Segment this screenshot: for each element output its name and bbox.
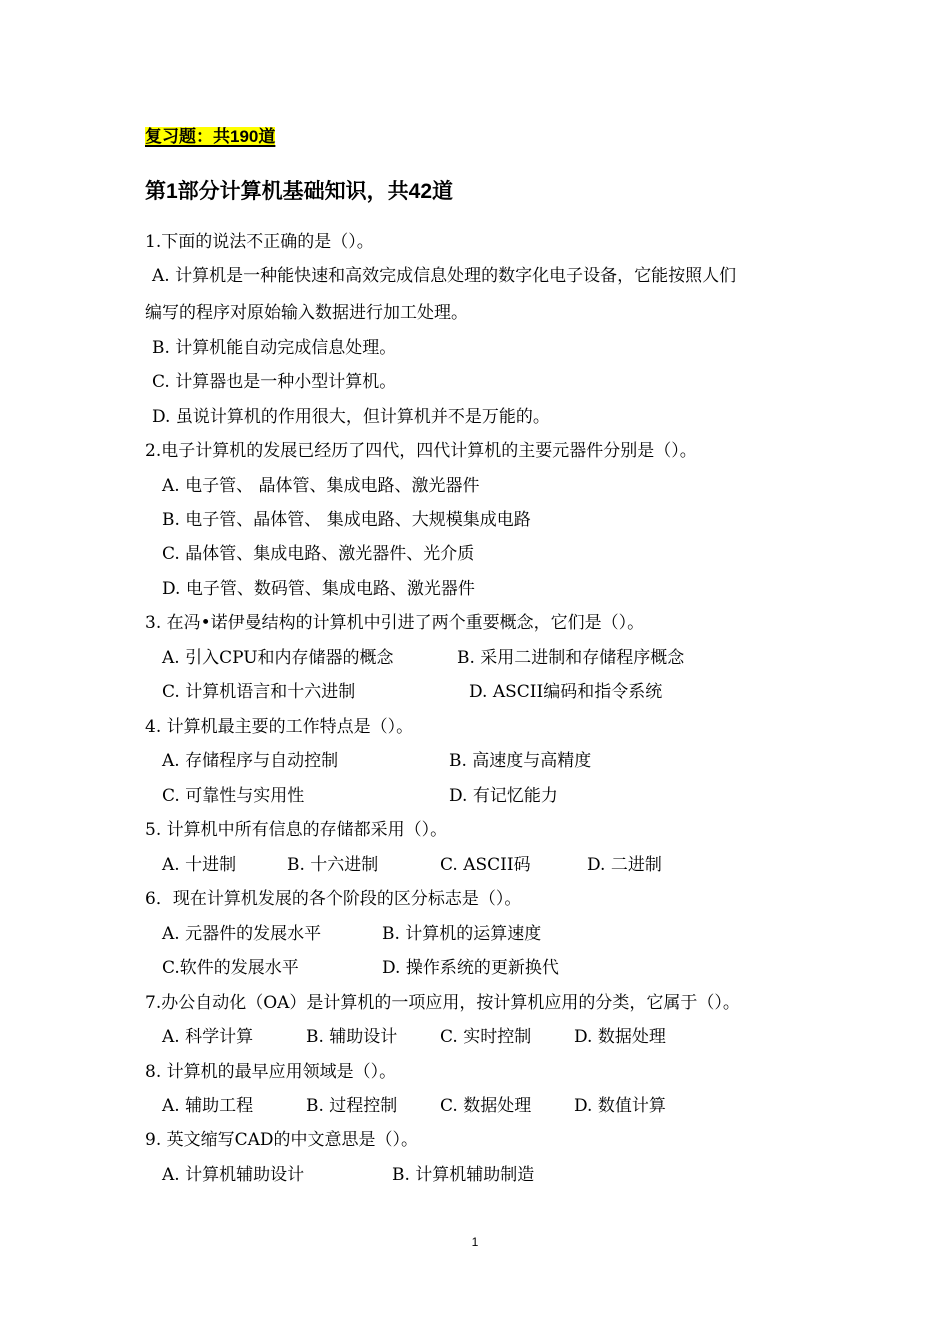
part-heading: 第1部分计算机基础知识，共42道	[145, 180, 454, 203]
q9-option-b: B. 计算机辅助制造	[392, 1165, 535, 1185]
q8-option-d: D. 数值计算	[574, 1096, 666, 1116]
q8-stem: 8. 计算机的最早应用领域是（）。	[145, 1062, 397, 1082]
q3-stem: 3. 在冯•诺伊曼结构的计算机中引进了两个重要概念，它们是（）。	[145, 613, 645, 633]
q5-option-b: B. 十六进制	[287, 855, 379, 875]
q8-option-c: C. 数据处理	[440, 1096, 532, 1116]
q8-option-a: A. 辅助工程	[162, 1096, 254, 1116]
q5-option-a: A. 十进制	[162, 855, 237, 875]
q7-option-c: C. 实时控制	[440, 1027, 532, 1047]
q9-option-a: A. 计算机辅助设计	[162, 1165, 305, 1185]
q6-option-c: C.软件的发展水平	[162, 958, 299, 978]
q7-stem: 7.办公自动化（OA）是计算机的一项应用，按计算机应用的分类，它属于（）。	[145, 993, 740, 1013]
q1-option-a-line2: 编写的程序对原始输入数据进行加工处理。	[145, 303, 468, 323]
q2-option-b: B. 电子管、晶体管、 集成电路、大规模集成电路	[162, 510, 531, 530]
q1-option-b: B. 计算机能自动完成信息处理。	[152, 338, 397, 358]
q4-option-c: C. 可靠性与实用性	[162, 786, 305, 806]
q5-option-d: D. 二进制	[587, 855, 662, 875]
q3-option-b: B. 采用二进制和存储程序概念	[457, 648, 685, 668]
q5-stem: 5. 计算机中所有信息的存储都采用（）。	[145, 820, 448, 840]
q5-option-c: C. ASCII码	[440, 855, 531, 875]
q4-option-d: D. 有记忆能力	[449, 786, 558, 806]
q1-option-c: C. 计算器也是一种小型计算机。	[152, 372, 397, 392]
q4-stem: 4. 计算机最主要的工作特点是（）。	[145, 717, 414, 737]
q1-stem: 1.下面的说法不正确的是（）。	[145, 232, 374, 252]
q1-option-d: D. 虽说计算机的作用很大，但计算机并不是万能的。	[152, 407, 550, 427]
q4-option-b: B. 高速度与高精度	[449, 751, 592, 771]
q8-option-b: B. 过程控制	[306, 1096, 398, 1116]
q3-option-a: A. 引入CPU和内存储器的概念	[162, 648, 394, 668]
q4-option-a: A. 存储程序与自动控制	[162, 751, 339, 771]
q3-option-d: D. ASCII编码和指令系统	[469, 682, 663, 702]
q9-stem: 9. 英文缩写CAD的中文意思是（）。	[145, 1130, 419, 1150]
q1-option-a-line1: A. 计算机是一种能快速和高效完成信息处理的数字化电子设备，它能按照人们	[152, 266, 737, 286]
q7-option-b: B. 辅助设计	[306, 1027, 398, 1047]
q2-option-d: D. 电子管、数码管、集成电路、激光器件	[162, 579, 475, 599]
q2-option-a: A. 电子管、 晶体管、集成电路、激光器件	[162, 476, 480, 496]
q6-option-b: B. 计算机的运算速度	[382, 924, 542, 944]
q7-option-d: D. 数据处理	[574, 1027, 666, 1047]
q6-option-d: D. 操作系统的更新换代	[382, 958, 559, 978]
q2-option-c: C. 晶体管、集成电路、激光器件、光介质	[162, 544, 475, 564]
q6-stem: 6．现在计算机发展的各个阶段的区分标志是（）。	[145, 889, 522, 909]
review-heading: 复习题：共190道	[145, 127, 276, 146]
q7-option-a: A. 科学计算	[162, 1027, 254, 1047]
q6-option-a: A. 元器件的发展水平	[162, 924, 322, 944]
page-number: 1	[471, 1235, 479, 1249]
q3-option-c: C. 计算机语言和十六进制	[162, 682, 356, 702]
q2-stem: 2.电子计算机的发展已经历了四代，四代计算机的主要元器件分别是（）。	[145, 441, 697, 461]
